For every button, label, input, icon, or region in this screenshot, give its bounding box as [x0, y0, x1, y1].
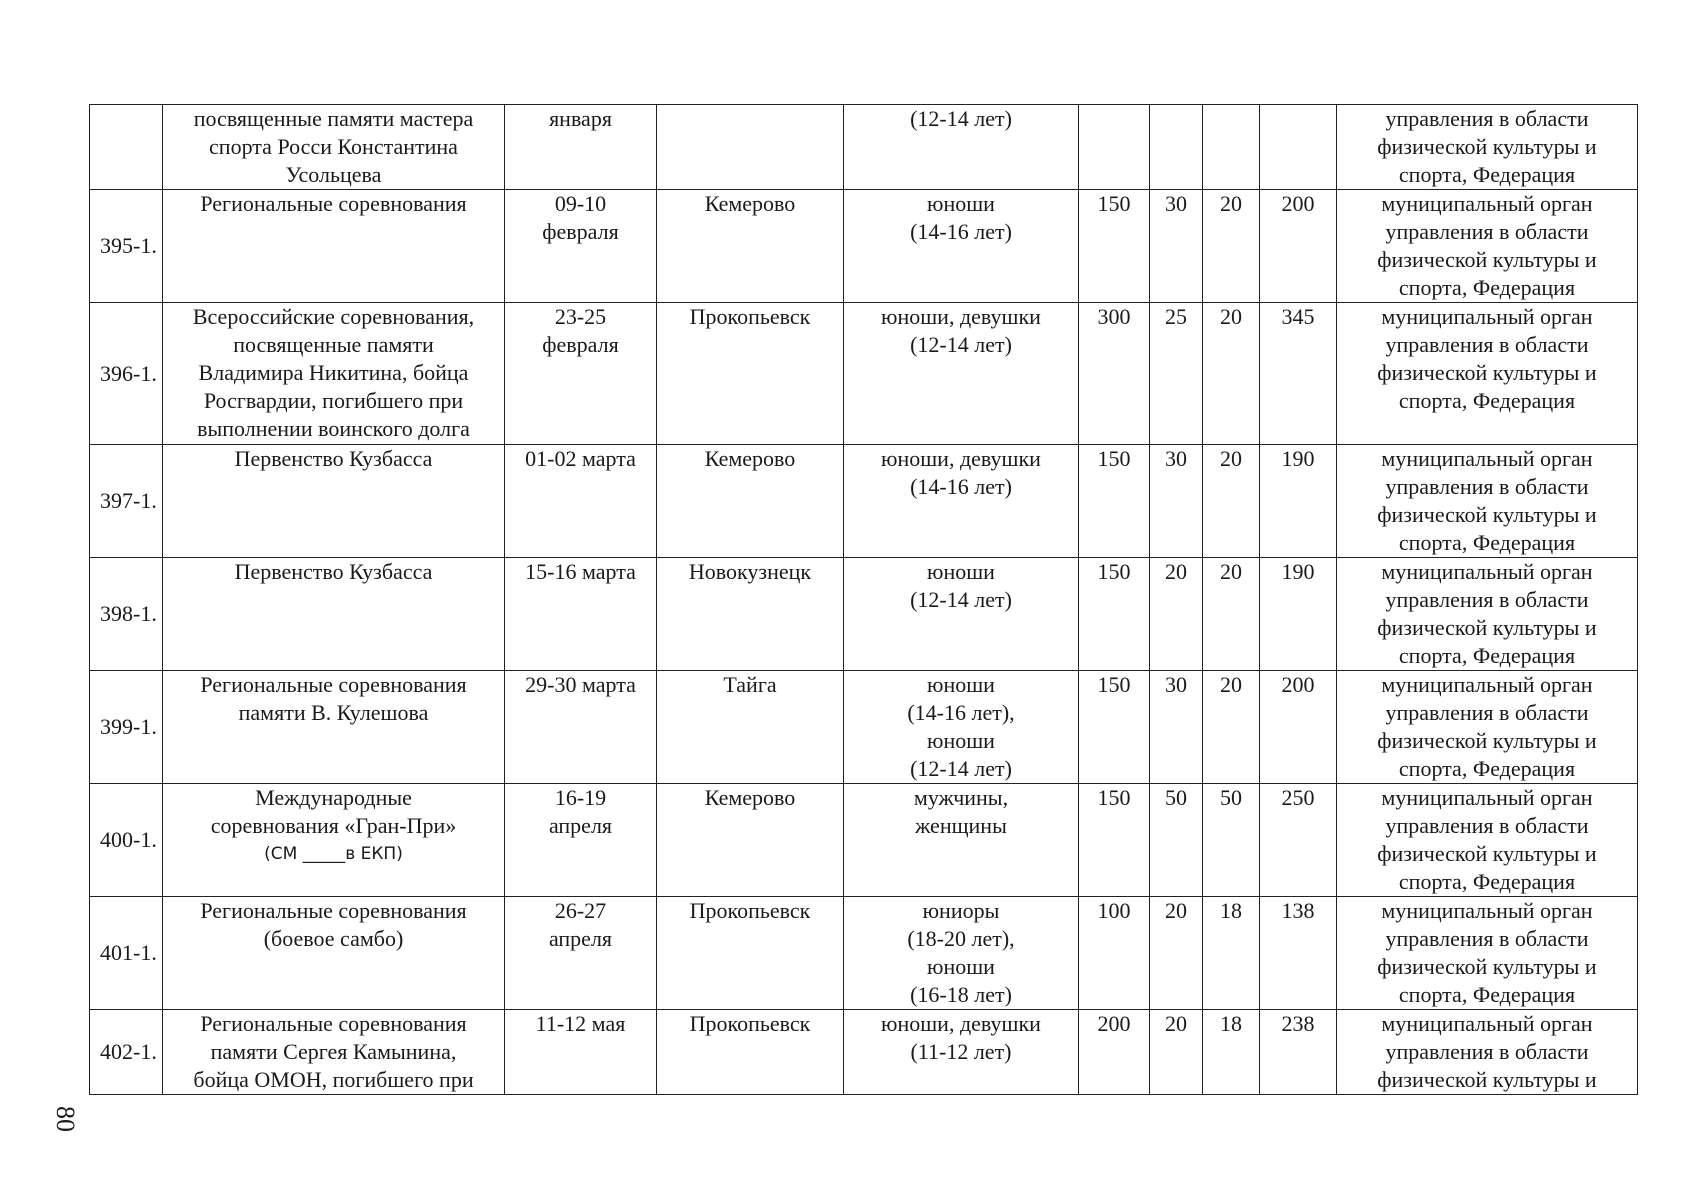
count-trainers-text: 20: [1165, 559, 1187, 584]
count-trainers: [1150, 671, 1203, 784]
count-trainers: [1150, 105, 1203, 190]
count-participants-text: 150: [1097, 446, 1131, 471]
participant-group-text: юноши, девушки (12-14 лет): [881, 304, 1041, 357]
count-total: [1260, 784, 1337, 897]
count-total-text: 200: [1281, 191, 1315, 216]
event-city-text: Новокузнецк: [688, 559, 812, 584]
event-city-text: Кемерово: [704, 446, 796, 471]
event-date-text: 15-16 марта: [525, 559, 636, 584]
row-number: [90, 558, 163, 671]
responsible-organization-text: муниципальный орган управления в области физической культуры и: [1377, 1011, 1597, 1092]
count-total-text: 200: [1281, 672, 1315, 697]
count-total: [1260, 1010, 1337, 1095]
participant-group: [844, 784, 1079, 897]
event-city: [657, 897, 844, 1010]
event-date: [505, 1010, 657, 1095]
count-judges: [1203, 445, 1260, 558]
responsible-organization: [1337, 190, 1638, 303]
count-total-text: 250: [1281, 785, 1315, 810]
count-trainers: [1150, 897, 1203, 1010]
count-participants: [1079, 190, 1150, 303]
row-number-text: 395-1.: [100, 233, 157, 258]
event-city-text: Тайга: [723, 672, 777, 697]
event-city-text: Прокопьевск: [689, 1011, 811, 1036]
count-total-text: 190: [1281, 446, 1315, 471]
count-trainers-text: 20: [1165, 1011, 1187, 1036]
count-participants-text: 150: [1097, 785, 1131, 810]
count-trainers-text: 30: [1165, 672, 1187, 697]
participant-group-text: юноши (14-16 лет), юноши (12-14 лет): [907, 672, 1015, 781]
count-judges-text: 20: [1220, 672, 1242, 697]
events-table: [89, 104, 1638, 1095]
event-city: [657, 445, 844, 558]
event-note: (СМ _____в ЕКП): [264, 844, 403, 864]
event-date-text: 29-30 марта: [525, 672, 636, 697]
count-participants-text: 150: [1097, 559, 1131, 584]
count-judges-text: 18: [1220, 898, 1242, 923]
table-row: [90, 558, 1638, 671]
table-row: [90, 190, 1638, 303]
event-title: [163, 190, 505, 303]
count-trainers: [1150, 1010, 1203, 1095]
event-city-text: Прокопьевск: [689, 304, 811, 329]
responsible-organization-text: муниципальный орган управления в области физической культуры и спорта, Федерация: [1377, 785, 1597, 894]
count-total: [1260, 303, 1337, 445]
count-participants: [1079, 105, 1150, 190]
count-judges-text: 18: [1220, 1011, 1242, 1036]
count-trainers: [1150, 784, 1203, 897]
event-title-text: Региональные соревнования памяти В. Кулешова: [200, 672, 467, 725]
event-city-text: Прокопьевск: [689, 898, 811, 923]
responsible-organization: [1337, 445, 1638, 558]
row-number-text: 398-1.: [100, 601, 157, 626]
event-title-text: Всероссийские соревнования, посвященные памяти Владимира Никитина, бойца Росгвардии, погибшего при выполнении воинского долга: [192, 304, 475, 441]
event-date: [505, 190, 657, 303]
count-participants-text: 100: [1097, 898, 1131, 923]
event-city: [657, 671, 844, 784]
participant-group: [844, 105, 1079, 190]
count-trainers: [1150, 303, 1203, 445]
count-total-text: 190: [1281, 559, 1315, 584]
responsible-organization-text: муниципальный орган управления в области физической культуры и спорта, Федерация: [1377, 191, 1597, 300]
event-title-text: Первенство Кузбасса: [234, 559, 433, 584]
event-date: [505, 303, 657, 445]
participant-group-text: (12-14 лет): [910, 106, 1012, 131]
count-trainers-text: 30: [1165, 446, 1187, 471]
event-date: [505, 784, 657, 897]
count-judges: [1203, 105, 1260, 190]
row-number-text: 397-1.: [100, 488, 157, 513]
count-total: [1260, 558, 1337, 671]
count-trainers-text: 20: [1165, 898, 1187, 923]
event-date-text: 26-27 апреля: [548, 898, 613, 951]
row-number: [90, 303, 163, 445]
count-total: [1260, 897, 1337, 1010]
count-participants-text: 200: [1097, 1011, 1131, 1036]
event-date-text: 09-10 февраля: [542, 191, 619, 244]
event-title: [163, 105, 505, 190]
event-date-text: января: [549, 106, 612, 131]
row-number: [90, 671, 163, 784]
row-number: [90, 1010, 163, 1095]
count-trainers-text: 25: [1165, 304, 1187, 329]
count-judges: [1203, 897, 1260, 1010]
event-city-text: Кемерово: [704, 191, 796, 216]
event-city: [657, 558, 844, 671]
event-title: [163, 671, 505, 784]
event-date-text: 16-19 апреля: [548, 785, 613, 838]
table-row: [90, 784, 1638, 897]
row-number: [90, 784, 163, 897]
count-total: [1260, 671, 1337, 784]
count-participants: [1079, 445, 1150, 558]
event-title-text: посвященные памяти мастера спорта Росси Константина Усольцева: [193, 106, 474, 187]
table-row: [90, 105, 1638, 190]
count-total: [1260, 190, 1337, 303]
responsible-organization: [1337, 671, 1638, 784]
count-judges: [1203, 558, 1260, 671]
count-trainers: [1150, 558, 1203, 671]
event-title-text: Первенство Кузбасса: [234, 446, 433, 471]
count-trainers: [1150, 190, 1203, 303]
count-total: [1260, 445, 1337, 558]
responsible-organization-text: муниципальный орган управления в области физической культуры и спорта, Федерация: [1377, 898, 1597, 1007]
event-title-text: Региональные соревнования памяти Сергея Камынина, бойца ОМОН, погибшего при: [193, 1011, 474, 1092]
page-number: 80: [51, 1106, 80, 1132]
responsible-organization: [1337, 303, 1638, 445]
event-city: [657, 303, 844, 445]
count-participants-text: 150: [1097, 191, 1131, 216]
participant-group: [844, 1010, 1079, 1095]
row-number: [90, 190, 163, 303]
count-judges-text: 20: [1220, 559, 1242, 584]
participant-group-text: юноши (14-16 лет): [910, 191, 1012, 244]
event-title: [163, 1010, 505, 1095]
event-city-text: Кемерово: [704, 785, 796, 810]
count-participants: [1079, 897, 1150, 1010]
responsible-organization: [1337, 784, 1638, 897]
count-judges-text: 20: [1220, 446, 1242, 471]
event-title: [163, 558, 505, 671]
count-judges: [1203, 1010, 1260, 1095]
event-city: [657, 190, 844, 303]
count-total: [1260, 105, 1337, 190]
participant-group-text: юноши (12-14 лет): [910, 559, 1012, 612]
count-judges: [1203, 784, 1260, 897]
event-date-text: 23-25 февраля: [542, 304, 619, 357]
row-number-text: 396-1.: [100, 360, 157, 386]
count-trainers-text: 50: [1165, 785, 1187, 810]
participant-group-text: юноши, девушки (11-12 лет): [881, 1011, 1041, 1064]
table-row: [90, 897, 1638, 1010]
count-total-text: 238: [1281, 1011, 1315, 1036]
count-participants: [1079, 303, 1150, 445]
participant-group: [844, 558, 1079, 671]
count-judges-text: 20: [1220, 191, 1242, 216]
count-judges-text: 50: [1220, 785, 1242, 810]
event-date: [505, 558, 657, 671]
count-participants: [1079, 784, 1150, 897]
count-judges-text: 20: [1220, 304, 1242, 329]
event-title: [163, 784, 505, 897]
row-number-text: 400-1.: [100, 827, 157, 852]
event-date: [505, 897, 657, 1010]
event-title: [163, 303, 505, 445]
count-judges: [1203, 671, 1260, 784]
row-number: [90, 445, 163, 558]
event-title-text: Международные соревнования «Гран-При»: [210, 785, 457, 838]
count-trainers: [1150, 445, 1203, 558]
count-total-text: 138: [1281, 898, 1315, 923]
row-number-text: 401-1.: [100, 940, 157, 965]
participant-group: [844, 303, 1079, 445]
count-judges: [1203, 190, 1260, 303]
event-title-text: Региональные соревнования (боевое самбо): [200, 898, 467, 951]
table-row: [90, 671, 1638, 784]
responsible-organization-text: муниципальный орган управления в области физической культуры и спорта, Федерация: [1377, 672, 1597, 781]
responsible-organization-text: муниципальный орган управления в области физической культуры и спорта, Федерация: [1377, 559, 1597, 668]
count-total-text: 345: [1281, 304, 1315, 329]
event-city: [657, 105, 844, 190]
table-row: [90, 1010, 1638, 1095]
participant-group: [844, 445, 1079, 558]
event-city: [657, 1010, 844, 1095]
responsible-organization: [1337, 558, 1638, 671]
table-row: [90, 303, 1638, 445]
count-judges: [1203, 303, 1260, 445]
event-date: [505, 105, 657, 190]
row-number-text: 399-1.: [100, 714, 157, 739]
count-participants-text: 150: [1097, 672, 1131, 697]
count-participants-text: 300: [1097, 304, 1131, 329]
responsible-organization-text: муниципальный орган управления в области физической культуры и спорта, Федерация: [1377, 304, 1597, 413]
participant-group-text: юниоры (18-20 лет), юноши (16-18 лет): [907, 898, 1015, 1007]
count-participants: [1079, 671, 1150, 784]
event-city: [657, 784, 844, 897]
participant-group: [844, 190, 1079, 303]
participant-group-text: мужчины, женщины: [913, 785, 1009, 838]
participant-group-text: юноши, девушки (14-16 лет): [881, 446, 1041, 499]
event-title-text: Региональные соревнования: [200, 191, 467, 216]
event-date: [505, 445, 657, 558]
responsible-organization: [1337, 105, 1638, 190]
event-date: [505, 671, 657, 784]
count-participants: [1079, 1010, 1150, 1095]
participant-group: [844, 671, 1079, 784]
responsible-organization: [1337, 897, 1638, 1010]
row-number: [90, 105, 163, 190]
event-date-text: 11-12 мая: [535, 1011, 626, 1036]
table-row: [90, 445, 1638, 558]
responsible-organization-text: муниципальный орган управления в области физической культуры и спорта, Федерация: [1377, 446, 1597, 555]
event-title: [163, 897, 505, 1010]
responsible-organization-text: управления в области физической культуры и спорта, Федерация: [1377, 106, 1597, 187]
event-date-text: 01-02 марта: [525, 446, 636, 471]
participant-group: [844, 897, 1079, 1010]
event-title: [163, 445, 505, 558]
responsible-organization: [1337, 1010, 1638, 1095]
row-number-text: 402-1.: [100, 1039, 157, 1064]
count-participants: [1079, 558, 1150, 671]
count-trainers-text: 30: [1165, 191, 1187, 216]
row-number: [90, 897, 163, 1010]
